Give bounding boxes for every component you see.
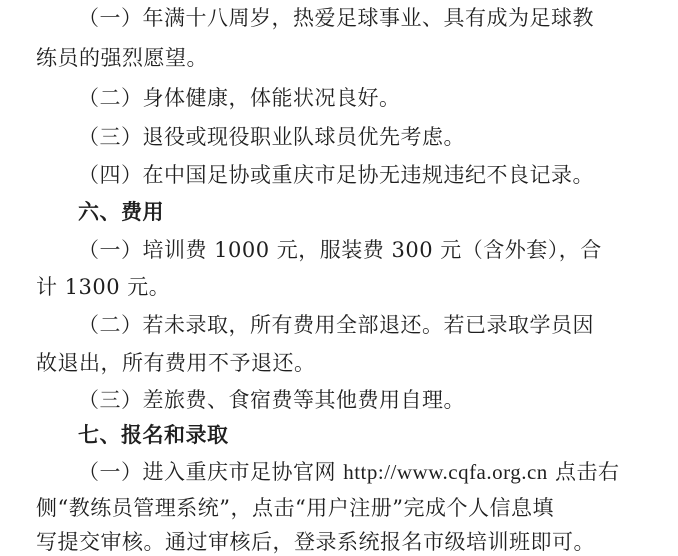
s6-item2-line2: 故退出，所有费用不予退还。	[36, 351, 316, 375]
section7-heading: 七、报名和录取	[78, 423, 229, 447]
s6-item1-line2: 计 1300 元。	[36, 275, 171, 299]
s5-item3: （三）退役或现役职业队球员优先考虑。	[78, 125, 465, 149]
s7-item1-prefix: （一）进入重庆市足协官网	[78, 460, 344, 484]
s5-item1-line2: 练员的强烈愿望。	[36, 46, 208, 70]
s7-item1-line3: 写提交审核。通过审核后，登录系统报名市级培训班即可。	[36, 530, 595, 554]
s6-item2-line1: （二）若未录取，所有费用全部退还。若已录取学员因	[78, 313, 594, 337]
s6-item3: （三）差旅费、食宿费等其他费用自理。	[78, 388, 465, 412]
cqfa-website-link[interactable]: http://www.cqfa.org.cn	[343, 460, 548, 484]
s5-item2: （二）身体健康，体能状况良好。	[78, 86, 401, 110]
s5-item4: （四）在中国足协或重庆市足协无违规违纪不良记录。	[78, 163, 594, 187]
s6-item1-line1: （一）培训费 1000 元，服装费 300 元（含外套），合	[78, 238, 602, 262]
s7-item1-suffix: 点击右	[547, 460, 620, 484]
s7-item1-line2: 侧“教练员管理系统”，点击“用户注册”完成个人信息填	[36, 496, 554, 520]
section6-heading: 六、费用	[78, 200, 164, 224]
s7-item1-line1	[78, 458, 678, 486]
s5-item1-line1: （一）年满十八周岁，热爱足球事业、具有成为足球教	[78, 6, 594, 30]
